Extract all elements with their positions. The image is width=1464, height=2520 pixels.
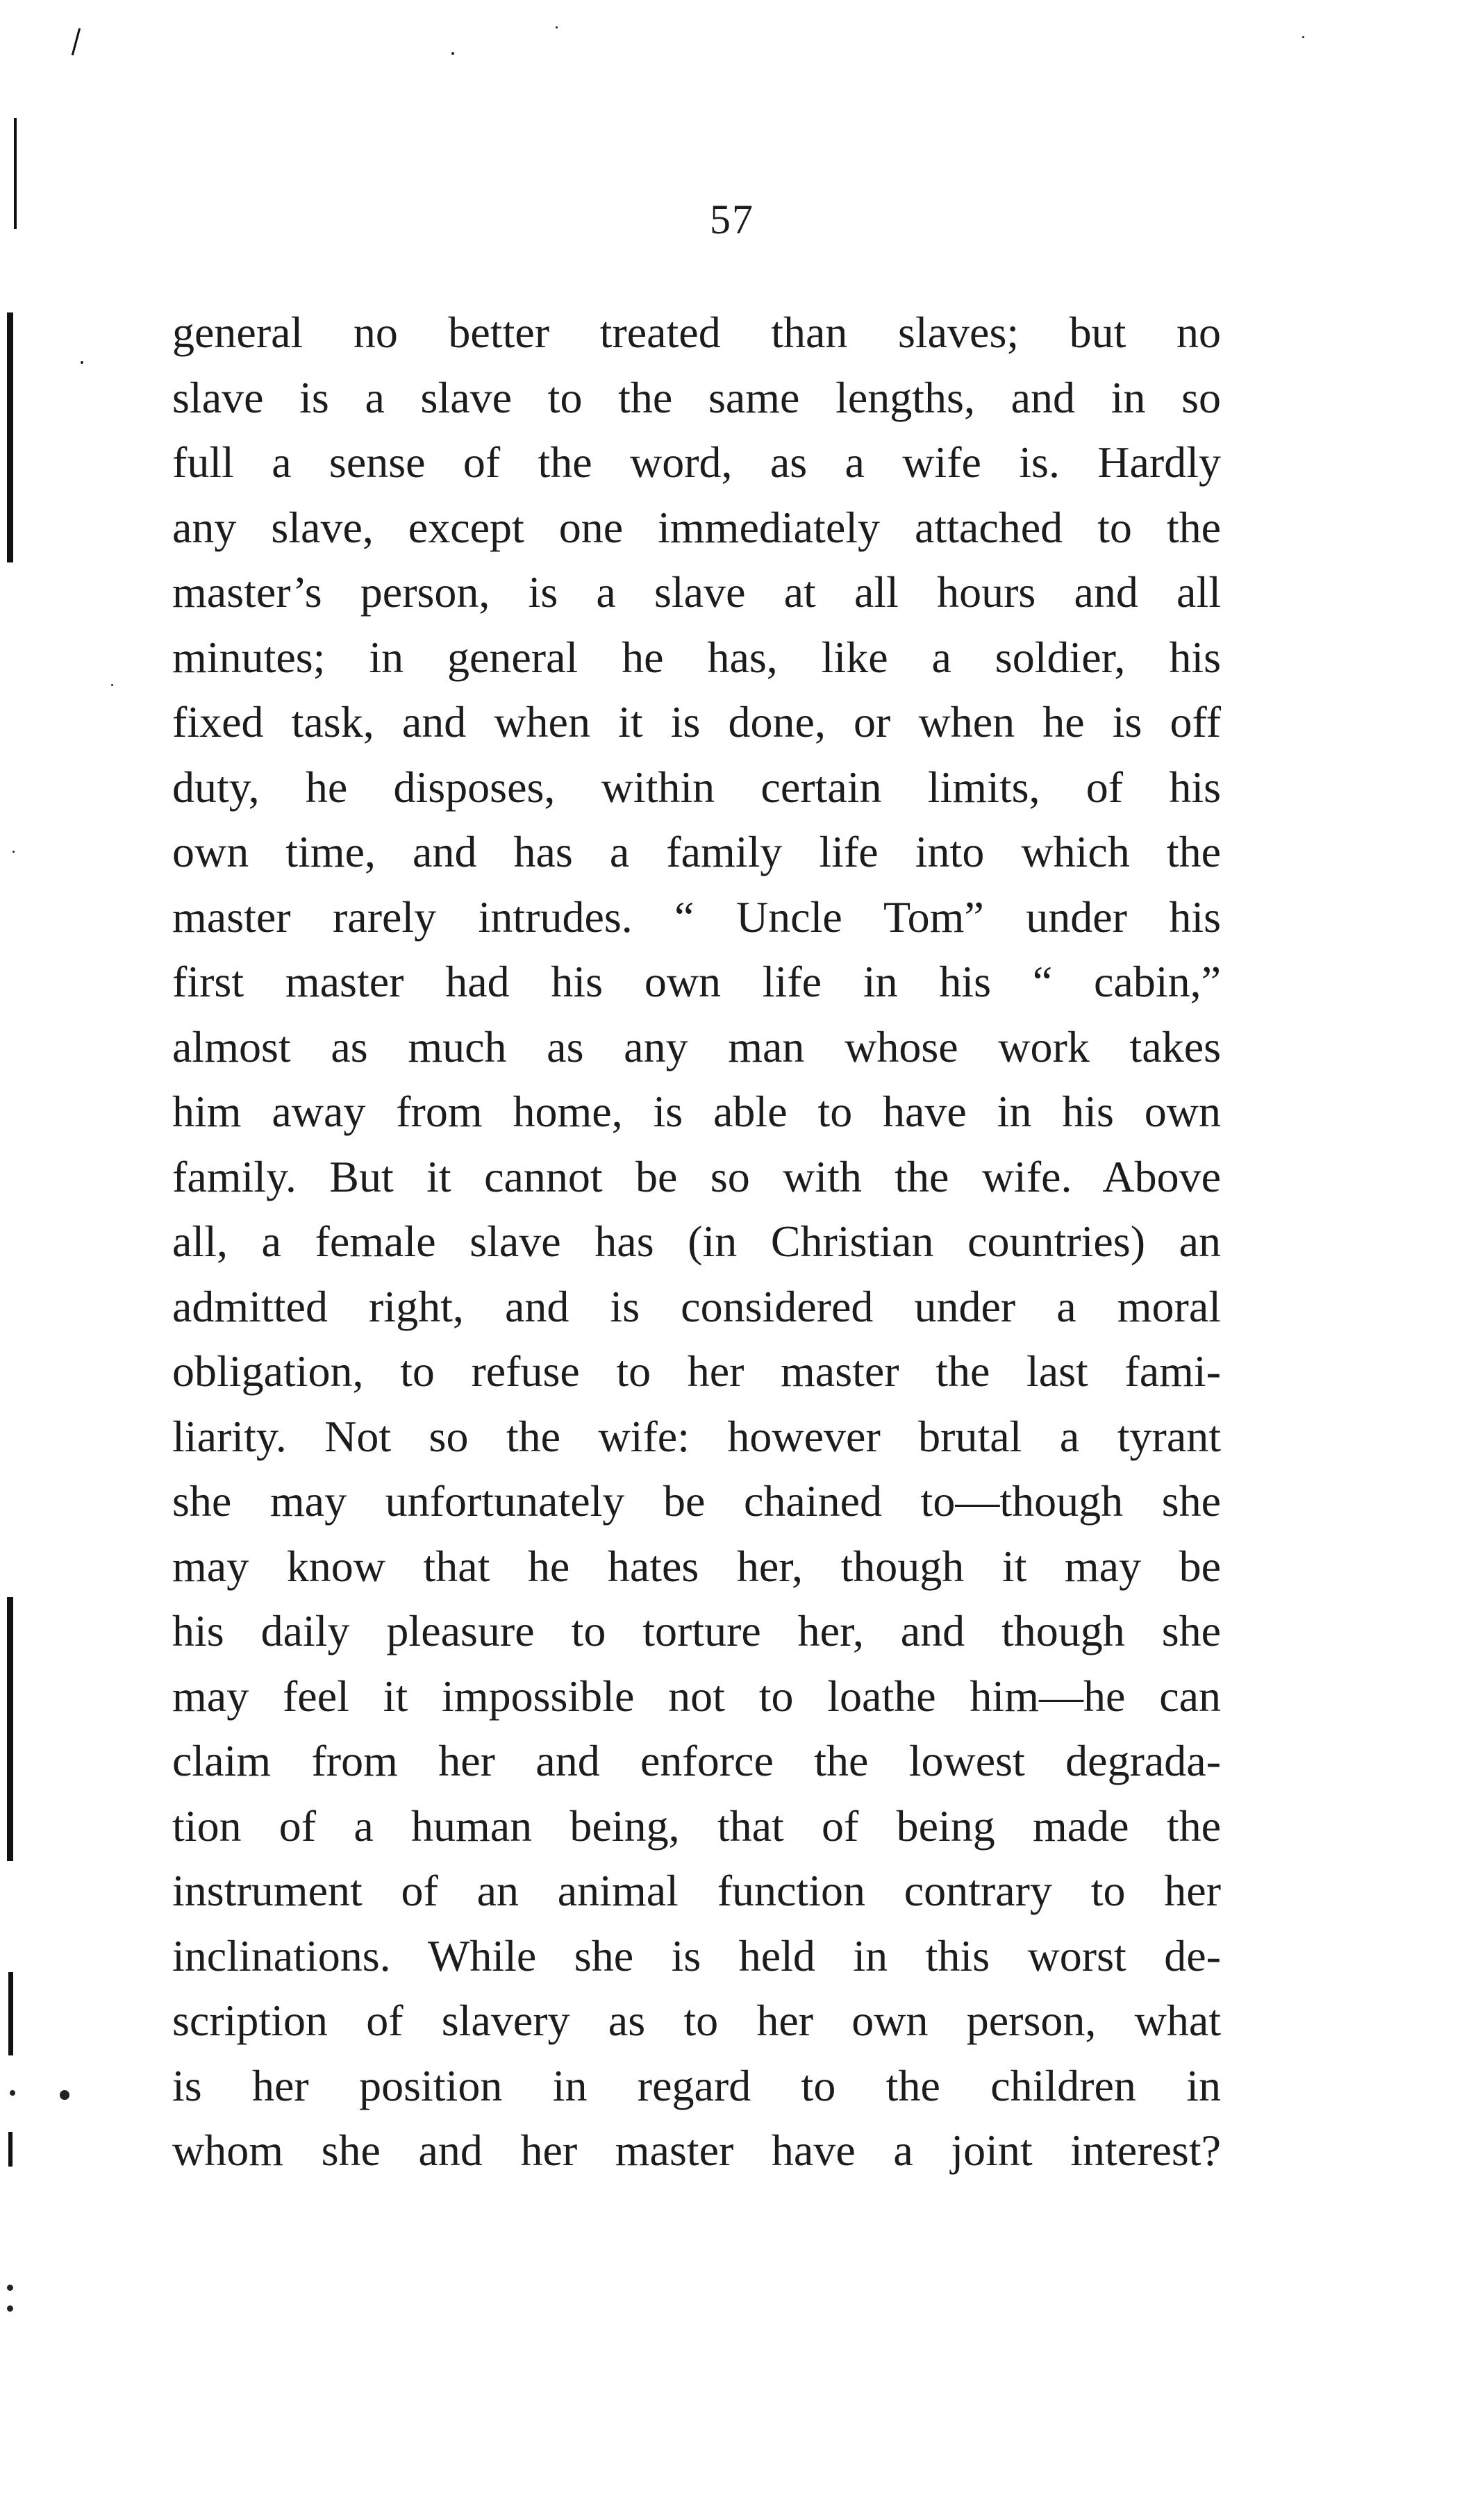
text-line: his daily pleasure to torture her, and though she: [172, 1606, 1221, 1655]
scan-speck: [60, 2090, 69, 2100]
text-line: tion of a human being, that of being made the: [172, 1801, 1221, 1851]
page-number: 57: [710, 197, 754, 242]
scan-margin-mark: [72, 28, 81, 55]
body-text: [172, 300, 1221, 2183]
text-line: general no better treated than slaves; but no: [172, 308, 1221, 357]
text-line: whom she and her master have a joint interest?: [172, 2126, 1221, 2175]
text-line: scription of slavery as to her own person, what: [172, 1996, 1221, 2045]
text-line: first master had his own life in his “ cabin,”: [172, 957, 1221, 1006]
scan-margin-mark: [8, 1972, 13, 2055]
text-line: may know that he hates her, though it may be: [172, 1541, 1221, 1591]
text-line: claim from her and enforce the lowest degrada-: [172, 1736, 1221, 1785]
scan-speck: [1302, 36, 1304, 38]
text-line: is her position in regard to the children in: [172, 2060, 1221, 2110]
text-line: family. But it cannot be so with the wife. Above: [172, 1151, 1221, 1201]
scan-speck: [556, 26, 558, 28]
text-line: full a sense of the word, as a wife is. Hardly: [172, 437, 1221, 487]
text-line: obligation, to refuse to her master the last fami-: [172, 1346, 1221, 1396]
text-line: admitted right, and is considered under a moral: [172, 1281, 1221, 1331]
text-line: inclinations. While she is held in this worst de-: [172, 1930, 1221, 1980]
text-line: may feel it impossible not to loathe him—he can: [172, 1671, 1221, 1721]
text-line: master rarely intrudes. “ Uncle Tom” under his: [172, 892, 1221, 942]
scan-speck: [7, 2305, 13, 2312]
text-line: she may unfortunately be chained to—though she: [172, 1476, 1221, 1526]
text-line: duty, he disposes, within certain limits, of his: [172, 762, 1221, 812]
scan-speck: [451, 52, 454, 55]
text-line: him away from home, is able to have in his own: [172, 1087, 1221, 1136]
text-line: all, a female slave has (in Christian countries) an: [172, 1217, 1221, 1266]
text-line: fixed task, and when it is done, or when he is off: [172, 697, 1221, 746]
scan-margin-mark: [7, 312, 13, 562]
scan-speck: [10, 2090, 15, 2096]
scan-speck: [81, 361, 83, 364]
text-line: almost as much as any man whose work takes: [172, 1021, 1221, 1071]
text-line: slave is a slave to the same lengths, and in so: [172, 372, 1221, 422]
scan-margin-mark: [7, 1597, 13, 1861]
text-line: minutes; in general he has, like a soldier, his: [172, 632, 1221, 682]
text-line: master’s person, is a slave at all hours and all: [172, 567, 1221, 617]
text-line: own time, and has a family life into which the: [172, 827, 1221, 876]
scan-speck: [13, 851, 15, 853]
scan-speck: [111, 684, 113, 686]
text-line: instrument of an animal function contrary to her: [172, 1866, 1221, 1915]
scan-speck: [7, 2285, 13, 2291]
scan-margin-mark: [8, 2132, 13, 2167]
text-line: any slave, except one immediately attached to the: [172, 502, 1221, 552]
text-line: liarity. Not so the wife: however brutal a tyrant: [172, 1411, 1221, 1461]
